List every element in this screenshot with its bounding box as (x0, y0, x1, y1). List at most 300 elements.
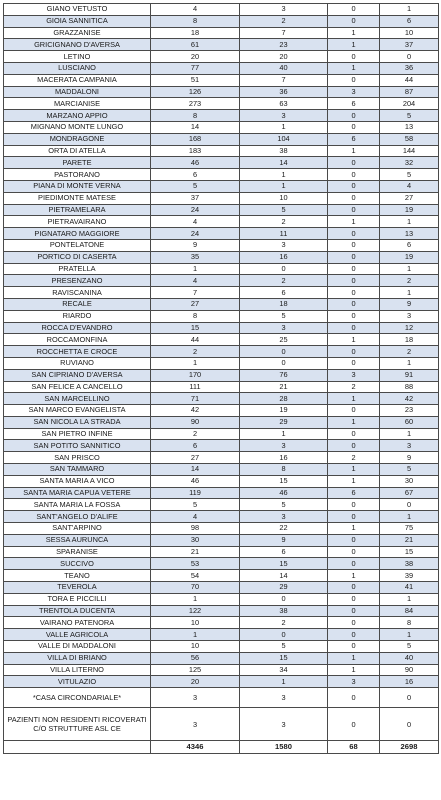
value-cell-4: 1 (380, 287, 439, 299)
value-cell-2: 5 (240, 641, 328, 653)
table-row (4, 546, 439, 558)
value-cell-1: 44 (151, 334, 240, 346)
value-cell-2: 22 (240, 523, 328, 535)
table-row (4, 464, 439, 476)
value-cell-3: 0 (328, 251, 380, 263)
value-cell-4: 3 (380, 440, 439, 452)
value-cell-2: 29 (240, 582, 328, 594)
value-cell-2: 16 (240, 452, 328, 464)
value-cell-2: 3 (240, 322, 328, 334)
table-row (4, 511, 439, 523)
table-row (4, 310, 439, 322)
table-row (4, 475, 439, 487)
value-cell-1: 8 (151, 110, 240, 122)
value-cell-4: 38 (380, 558, 439, 570)
table-row (4, 133, 439, 145)
value-cell-2: 3 (240, 110, 328, 122)
value-cell-3: 0 (328, 287, 380, 299)
value-cell-1: 8 (151, 15, 240, 27)
value-cell-1: 5 (151, 180, 240, 192)
municipality-name-cell: VILLA DI BRIANO (4, 652, 151, 664)
municipality-table-container (3, 3, 438, 754)
value-cell-1: 1 (151, 629, 240, 641)
value-cell-3: 0 (328, 440, 380, 452)
table-row (4, 652, 439, 664)
value-cell-1: 10 (151, 617, 240, 629)
value-cell-2: 15 (240, 558, 328, 570)
municipality-name-cell: SAN PIETRO INFINE (4, 428, 151, 440)
value-cell-2: 3 (240, 440, 328, 452)
value-cell-3: 0 (328, 629, 380, 641)
value-cell-4: 60 (380, 416, 439, 428)
value-cell-3: 0 (328, 558, 380, 570)
table-row (4, 357, 439, 369)
value-cell-2: 1 (240, 121, 328, 133)
value-cell-2: 19 (240, 405, 328, 417)
value-cell-3: 1 (328, 216, 380, 228)
value-cell-3: 0 (328, 546, 380, 558)
value-cell-3: 1 (328, 652, 380, 664)
value-cell-4: 5 (380, 641, 439, 653)
value-cell-2: 0 (240, 629, 328, 641)
table-row (4, 416, 439, 428)
municipality-name-cell: ROCCHETTA E CROCE (4, 346, 151, 358)
value-cell-4: 6 (380, 239, 439, 251)
value-cell-3: 1 (328, 523, 380, 535)
municipality-name-cell: VALLE DI MADDALONI (4, 641, 151, 653)
value-cell-3: 0 (328, 346, 380, 358)
value-cell-2: 0 (240, 357, 328, 369)
value-cell-1: 54 (151, 570, 240, 582)
value-cell-3: 1 (328, 416, 380, 428)
value-cell-1: 14 (151, 464, 240, 476)
value-cell-3: 0 (328, 310, 380, 322)
table-row (4, 275, 439, 287)
municipality-name-cell: TEVEROLA (4, 582, 151, 594)
value-cell-1: 5 (151, 499, 240, 511)
value-cell-3: 0 (328, 499, 380, 511)
value-cell-1: 4 (151, 216, 240, 228)
value-cell-2: 2 (240, 15, 328, 27)
table-row (4, 86, 439, 98)
table-row (4, 629, 439, 641)
value-cell-3: 0 (328, 239, 380, 251)
value-cell-2: 2 (240, 275, 328, 287)
value-cell-2: 20 (240, 51, 328, 63)
value-cell-4: 0 (380, 708, 439, 741)
municipality-name-cell: GIANO VETUSTO (4, 4, 151, 16)
value-cell-1: 77 (151, 62, 240, 74)
value-cell-4: 9 (380, 298, 439, 310)
municipality-name-cell: SAN NICOLA LA STRADA (4, 416, 151, 428)
municipality-name-cell: MACERATA CAMPANIA (4, 74, 151, 86)
table-row (4, 298, 439, 310)
municipality-name-cell: VILLA LITERNO (4, 664, 151, 676)
value-cell-4: 1 (380, 629, 439, 641)
table-row (4, 157, 439, 169)
value-cell-2: 38 (240, 145, 328, 157)
value-cell-1: 119 (151, 487, 240, 499)
value-cell-1: 3 (151, 708, 240, 741)
table-row (4, 487, 439, 499)
value-cell-4: 0 (380, 499, 439, 511)
value-cell-4: 8 (380, 617, 439, 629)
table-row (4, 605, 439, 617)
municipality-name-cell: MONDRAGONE (4, 133, 151, 145)
municipality-name-cell: PARETE (4, 157, 151, 169)
table-row (4, 51, 439, 63)
value-cell-3: 6 (328, 98, 380, 110)
value-cell-3: 0 (328, 15, 380, 27)
value-cell-3: 1 (328, 464, 380, 476)
value-cell-1: 4 (151, 275, 240, 287)
value-cell-3: 0 (328, 228, 380, 240)
table-row (4, 121, 439, 133)
table-row (4, 452, 439, 464)
value-cell-4: 5 (380, 464, 439, 476)
municipality-name-cell: SAN PRISCO (4, 452, 151, 464)
value-cell-2: 0 (240, 346, 328, 358)
value-cell-2: 2 (240, 617, 328, 629)
value-cell-4: 90 (380, 664, 439, 676)
value-cell-4: 5 (380, 169, 439, 181)
municipality-name-cell: ROCCA D'EVANDRO (4, 322, 151, 334)
table-row (4, 180, 439, 192)
value-cell-2: 7 (240, 27, 328, 39)
value-cell-4: 44 (380, 74, 439, 86)
municipality-table (3, 3, 439, 754)
value-cell-2: 15 (240, 652, 328, 664)
value-cell-2: 3 (240, 239, 328, 251)
value-cell-3: 1 (328, 27, 380, 39)
value-cell-2: 3 (240, 511, 328, 523)
table-row (4, 582, 439, 594)
value-cell-4: 0 (380, 51, 439, 63)
value-cell-1: 42 (151, 405, 240, 417)
table-row (4, 98, 439, 110)
municipality-name-cell: PIEDIMONTE MATESE (4, 192, 151, 204)
value-cell-4: 58 (380, 133, 439, 145)
value-cell-3: 1 (328, 39, 380, 51)
value-cell-4: 91 (380, 369, 439, 381)
table-row (4, 322, 439, 334)
value-cell-1: 1 (151, 593, 240, 605)
value-cell-1: 3 (151, 688, 240, 708)
table-row (4, 74, 439, 86)
municipality-name-cell: PRESENZANO (4, 275, 151, 287)
value-cell-1: 9 (151, 239, 240, 251)
municipality-name-cell: PIETRAMELARA (4, 204, 151, 216)
value-cell-2: 76 (240, 369, 328, 381)
total-cell-1: 4346 (151, 741, 240, 754)
municipality-name-cell: GIOIA SANNITICA (4, 15, 151, 27)
municipality-name-cell: PONTELATONE (4, 239, 151, 251)
municipality-name-cell: SANTA MARIA CAPUA VETERE (4, 487, 151, 499)
value-cell-4: 10 (380, 27, 439, 39)
municipality-name-cell: SAN TAMMARO (4, 464, 151, 476)
value-cell-1: 168 (151, 133, 240, 145)
value-cell-2: 7 (240, 74, 328, 86)
value-cell-3: 1 (328, 393, 380, 405)
table-row (4, 62, 439, 74)
municipality-name-cell: SPARANISE (4, 546, 151, 558)
value-cell-2: 5 (240, 499, 328, 511)
table-row (4, 676, 439, 688)
value-cell-1: 6 (151, 440, 240, 452)
municipality-name-cell: RECALE (4, 298, 151, 310)
table-row (4, 641, 439, 653)
value-cell-1: 183 (151, 145, 240, 157)
value-cell-1: 24 (151, 204, 240, 216)
value-cell-1: 53 (151, 558, 240, 570)
municipality-name-cell: SAN MARCELLINO (4, 393, 151, 405)
municipality-name-cell: MADDALONI (4, 86, 151, 98)
value-cell-1: 170 (151, 369, 240, 381)
value-cell-1: 51 (151, 74, 240, 86)
value-cell-1: 1 (151, 263, 240, 275)
table-row (4, 688, 439, 708)
municipality-name-cell: SUCCIVO (4, 558, 151, 570)
value-cell-3: 1 (328, 570, 380, 582)
table-row (4, 369, 439, 381)
value-cell-3: 3 (328, 86, 380, 98)
table-row (4, 239, 439, 251)
value-cell-2: 6 (240, 287, 328, 299)
value-cell-2: 40 (240, 62, 328, 74)
value-cell-4: 6 (380, 15, 439, 27)
value-cell-1: 2 (151, 346, 240, 358)
table-row (4, 110, 439, 122)
value-cell-3: 6 (328, 487, 380, 499)
value-cell-1: 10 (151, 641, 240, 653)
value-cell-4: 1 (380, 511, 439, 523)
value-cell-4: 9 (380, 452, 439, 464)
value-cell-3: 0 (328, 617, 380, 629)
value-cell-3: 0 (328, 511, 380, 523)
table-row (4, 27, 439, 39)
value-cell-4: 13 (380, 121, 439, 133)
value-cell-1: 2 (151, 428, 240, 440)
value-cell-1: 20 (151, 676, 240, 688)
value-cell-4: 84 (380, 605, 439, 617)
value-cell-4: 5 (380, 110, 439, 122)
value-cell-2: 2 (240, 216, 328, 228)
value-cell-3: 0 (328, 157, 380, 169)
value-cell-2: 1 (240, 676, 328, 688)
value-cell-1: 126 (151, 86, 240, 98)
municipality-name-cell: TEANO (4, 570, 151, 582)
value-cell-4: 1 (380, 357, 439, 369)
value-cell-2: 104 (240, 133, 328, 145)
municipality-name-cell: VAIRANO PATENORA (4, 617, 151, 629)
value-cell-3: 0 (328, 192, 380, 204)
value-cell-3: 2 (328, 381, 380, 393)
value-cell-4: 87 (380, 86, 439, 98)
table-row (4, 534, 439, 546)
total-cell-4: 2698 (380, 741, 439, 754)
value-cell-2: 36 (240, 86, 328, 98)
value-cell-1: 37 (151, 192, 240, 204)
totals-row (4, 741, 439, 754)
value-cell-4: 42 (380, 393, 439, 405)
table-row (4, 499, 439, 511)
table-row (4, 15, 439, 27)
municipality-name-cell: ROCCAMONFINA (4, 334, 151, 346)
value-cell-4: 19 (380, 251, 439, 263)
value-cell-2: 8 (240, 464, 328, 476)
value-cell-1: 24 (151, 228, 240, 240)
totals-label-cell (4, 741, 151, 754)
value-cell-2: 0 (240, 593, 328, 605)
value-cell-1: 27 (151, 298, 240, 310)
value-cell-4: 0 (380, 688, 439, 708)
value-cell-1: 56 (151, 652, 240, 664)
municipality-name-cell: ORTA DI ATELLA (4, 145, 151, 157)
value-cell-2: 9 (240, 534, 328, 546)
municipality-name-cell: MARZANO APPIO (4, 110, 151, 122)
value-cell-3: 0 (328, 534, 380, 546)
value-cell-2: 0 (240, 263, 328, 275)
value-cell-3: 0 (328, 298, 380, 310)
municipality-name-cell: SANTA MARIA A VICO (4, 475, 151, 487)
value-cell-3: 1 (328, 475, 380, 487)
value-cell-3: 0 (328, 593, 380, 605)
value-cell-2: 3 (240, 688, 328, 708)
municipality-name-cell: MARCIANISE (4, 98, 151, 110)
value-cell-3: 0 (328, 405, 380, 417)
value-cell-3: 0 (328, 74, 380, 86)
value-cell-4: 18 (380, 334, 439, 346)
municipality-name-cell: RUVIANO (4, 357, 151, 369)
value-cell-4: 27 (380, 192, 439, 204)
table-row (4, 169, 439, 181)
municipality-name-cell: VITULAZIO (4, 676, 151, 688)
table-row (4, 405, 439, 417)
value-cell-3: 0 (328, 121, 380, 133)
value-cell-1: 61 (151, 39, 240, 51)
value-cell-4: 204 (380, 98, 439, 110)
value-cell-3: 0 (328, 688, 380, 708)
value-cell-2: 6 (240, 546, 328, 558)
value-cell-3: 3 (328, 369, 380, 381)
municipality-name-cell: PIETRAVAIRANO (4, 216, 151, 228)
value-cell-2: 16 (240, 251, 328, 263)
municipality-name-cell: LUSCIANO (4, 62, 151, 74)
municipality-name-cell: TORA E PICCILLI (4, 593, 151, 605)
value-cell-4: 1 (380, 4, 439, 16)
table-body (4, 4, 439, 754)
value-cell-4: 1 (380, 216, 439, 228)
value-cell-2: 10 (240, 192, 328, 204)
value-cell-2: 34 (240, 664, 328, 676)
value-cell-3: 6 (328, 133, 380, 145)
value-cell-3: 0 (328, 605, 380, 617)
value-cell-3: 2 (328, 452, 380, 464)
value-cell-2: 15 (240, 475, 328, 487)
value-cell-4: 30 (380, 475, 439, 487)
value-cell-2: 29 (240, 416, 328, 428)
value-cell-3: 0 (328, 582, 380, 594)
value-cell-4: 2 (380, 275, 439, 287)
value-cell-4: 15 (380, 546, 439, 558)
value-cell-3: 0 (328, 169, 380, 181)
table-row (4, 617, 439, 629)
value-cell-2: 14 (240, 157, 328, 169)
value-cell-1: 122 (151, 605, 240, 617)
value-cell-4: 13 (380, 228, 439, 240)
municipality-name-cell: GRICIGNANO D'AVERSA (4, 39, 151, 51)
table-row (4, 593, 439, 605)
value-cell-4: 40 (380, 652, 439, 664)
value-cell-1: 111 (151, 381, 240, 393)
value-cell-3: 0 (328, 51, 380, 63)
table-row (4, 570, 439, 582)
value-cell-4: 144 (380, 145, 439, 157)
municipality-name-cell: SANT'ANGELO D'ALIFE (4, 511, 151, 523)
value-cell-3: 3 (328, 676, 380, 688)
table-row (4, 192, 439, 204)
total-cell-2: 1580 (240, 741, 328, 754)
municipality-name-cell: SAN FELICE A CANCELLO (4, 381, 151, 393)
table-row (4, 228, 439, 240)
municipality-name-cell: SESSA AURUNCA (4, 534, 151, 546)
value-cell-3: 0 (328, 4, 380, 16)
value-cell-4: 41 (380, 582, 439, 594)
municipality-name-cell: PASTORANO (4, 169, 151, 181)
value-cell-4: 1 (380, 428, 439, 440)
value-cell-3: 0 (328, 110, 380, 122)
value-cell-1: 46 (151, 475, 240, 487)
value-cell-4: 3 (380, 310, 439, 322)
municipality-name-cell: SAN MARCO EVANGELISTA (4, 405, 151, 417)
table-row (4, 664, 439, 676)
table-row (4, 251, 439, 263)
value-cell-2: 63 (240, 98, 328, 110)
municipality-name-cell: GRAZZANISE (4, 27, 151, 39)
value-cell-2: 5 (240, 310, 328, 322)
municipality-name-cell: PIANA DI MONTE VERNA (4, 180, 151, 192)
value-cell-2: 21 (240, 381, 328, 393)
value-cell-2: 3 (240, 708, 328, 741)
value-cell-2: 11 (240, 228, 328, 240)
value-cell-1: 27 (151, 452, 240, 464)
table-row (4, 523, 439, 535)
value-cell-2: 5 (240, 204, 328, 216)
municipality-name-cell: RIARDO (4, 310, 151, 322)
municipality-name-cell: *CASA CIRCONDARIALE* (4, 688, 151, 708)
value-cell-3: 0 (328, 357, 380, 369)
value-cell-4: 16 (380, 676, 439, 688)
value-cell-1: 125 (151, 664, 240, 676)
value-cell-4: 36 (380, 62, 439, 74)
table-row (4, 558, 439, 570)
table-row (4, 263, 439, 275)
value-cell-2: 38 (240, 605, 328, 617)
value-cell-2: 18 (240, 298, 328, 310)
table-row (4, 381, 439, 393)
value-cell-4: 1 (380, 593, 439, 605)
value-cell-3: 1 (328, 664, 380, 676)
value-cell-3: 0 (328, 322, 380, 334)
value-cell-4: 67 (380, 487, 439, 499)
value-cell-2: 1 (240, 180, 328, 192)
value-cell-3: 0 (328, 180, 380, 192)
value-cell-4: 1 (380, 263, 439, 275)
table-row (4, 39, 439, 51)
municipality-name-cell: RAVISCANINA (4, 287, 151, 299)
value-cell-4: 19 (380, 204, 439, 216)
value-cell-1: 90 (151, 416, 240, 428)
